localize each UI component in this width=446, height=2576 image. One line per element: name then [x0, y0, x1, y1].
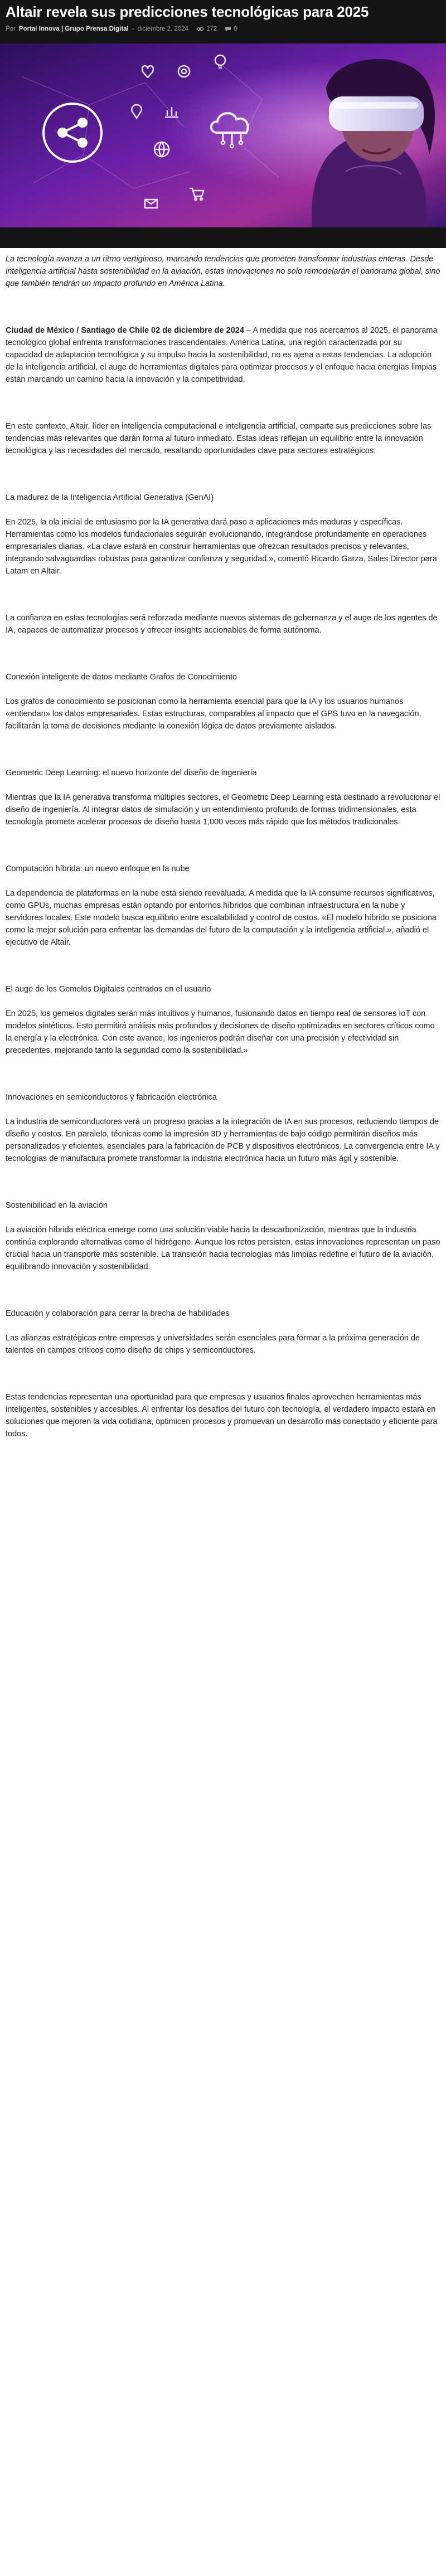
section-paragraph: La aviación híbrida eléctrica emerge como una solución viable hacia la descarbonización, mientras que la industria continúa explorando alternativas como el hidrógeno. Aunque los retos persisten, estas innovaciones representan un paso crucial hacia un transporte más sostenible. La transición hacia tecnologías más limpias redefine el futuro de la aviación, equilibrando innovación y sostenibilidad. — [6, 1226, 440, 1271]
section-heading: El auge de los Gemelos Digitales centrados en el usuario — [6, 985, 211, 994]
article-lead: La tecnología avanza a un ritmo vertiginoso, marcando tendencias que prometen transformar industrias enteras. Desde inteligencia artificial hasta sostenibilidad en la aviación, estas innovaciones no solo remodelarán el panorama global, sino que también tendrán un impacto profundo en América Latina. — [6, 255, 440, 288]
meta-by: Por — [6, 26, 16, 32]
intro-paragraph-1 — [6, 324, 440, 386]
section-paragraph: Los grafos de conocimiento se posicionan como la herramienta esencial para que la IA y los usuarios humanos «entiendan» los datos empresariales. Estas estructuras, comparables al impacto que el GPS tuvo en la navegación, facilitarán la toma de decisiones mediante la conexión lógica de datos previamente aislados. — [6, 697, 421, 731]
section-paragraph: Mientras que la IA generativa transforma múltiples sectores, el Geometric Deep Learning está destinado a revolucionar el diseño de ingeniería. Al integrar datos de simulación y un entendimiento profundo de formas tridimensionales, esta tecnología promete acelerar procesos de diseño hasta 1,000 veces más rápido que los métodos tradicionales. — [6, 793, 440, 827]
section-paragraph: En 2025, los gemelos digitales serán más intuitivos y humanos, fusionando datos en tiempo real de sensores IoT con modelos sintéticos. Esto permitirá análisis más profundos y decisiones de diseño optimizadas en sectores críticos como la energía y la electrónica. Con este avance, los ingenieros podrán diseñar con una precisión y efectividad sin precedentes, mejorando tanto la seguridad como la sostenibilidad.» — [6, 1009, 435, 1055]
article-header — [0, 0, 446, 248]
comment-icon — [225, 26, 231, 32]
section-heading: Innovaciones en semiconductores y fabricación electrónica — [6, 1093, 217, 1102]
section-paragraph: La confianza en estas tecnologías será reforzada mediante nuevos sistemas de gobernanza y el auge de los agentes de IA, capaces de automatizar procesos y ofrecer insights accionables de forma autónoma. — [6, 614, 438, 635]
article-title: Altair revela sus predicciones tecnológicas para 2025 — [6, 3, 369, 20]
section-paragraph: En 2025, la ola inicial de entusiasmo por la IA generativa dará paso a aplicaciones más maduras y específicas. Herramientas como los modelos fundacionales seguirán evolucionando, integrándose profundamente en operaciones empresariales diarias. «La clave estará en construir herramientas que ofrezcan resultados precisos y relevantes, integrando salvaguardias robustas para garantizar confianza y seguridad.», comentó Ricardo Garza, Sales Director para Latam en Altair. — [6, 518, 437, 576]
eye-icon — [196, 26, 204, 32]
section-paragraph: Las alianzas estratégicas entre empresas y universidades serán esenciales para formar a la próxima generación de talentos en campos críticos como diseño de chips y semiconductores. — [6, 1334, 420, 1355]
views-count: 172 — [206, 26, 217, 32]
article-meta — [6, 26, 237, 32]
views-stat — [196, 26, 217, 32]
publish-date: diciembre 2, 2024 — [137, 26, 189, 32]
closing-paragraph: Estas tendencias representan una oportunidad para que empresas y usuarios finales aprovechen herramientas más inteligentes, sostenibles y accesibles. Al enfrentar los desafíos del futuro con tecnología, el verdadero impacto estará en soluciones que mejoren la vida cotidiana, optimicen procesos y promuevan un desarrollo más conectado y eficiente para todos. — [6, 1393, 438, 1438]
section-heading: La madurez de la Inteligencia Artificial Generativa (GenAI) — [6, 493, 214, 502]
article-body — [0, 248, 446, 1440]
intro-paragraph-2: En este contexto, Altair, líder en inteligencia computacional e inteligencia artificial, comparte sus predicciones sobre las tendencias más relevantes que darán forma al futuro inmediato. Estas ideas reflejan un equilibrio entre la innovación tecnológica y las necesidades del mercado, resaltando oportunidades clave para sectores estratégicos. — [6, 422, 432, 455]
section-paragraph: La industria de semiconductores verá un progreso gracias a la integración de IA en sus procesos, reduciendo tiempos de diseño y costos. En paralelo, técnicas como la impresión 3D y herramientas de bajo código permitirán diseños más personalizados y eficientes, esenciales para la fabricación de PCB y dispositivos electrónicos. La convergencia entre IA y tecnologías de manufactura promete transformar la industria electrónica hacia un futuro más ágil y sostenible. — [6, 1117, 440, 1163]
dateline: Ciudad de México / Santiago de Chile 02 de diciembre de 2024 — [6, 326, 244, 335]
intro-text: – A medida que nos acercamos al 2025, el panorama tecnológico global enfrenta transformaciones trascendentales. América Latina, una región caracterizada por su capacidad de adaptación tecnológica y su impulso hacia la sostenibilidad, no es ajena a estas tendencias. La adopción de la inteligencia artificial, el auge de herramientas digitales para optimizar procesos y el enfoque hacia energías limpias están marcando un camino hacia la innovación y la competitividad. — [6, 326, 438, 384]
section-heading: Computación híbrida: un nuevo enfoque en la nube — [6, 864, 190, 873]
section-heading: Sostenibilidad en la aviación — [6, 1201, 108, 1210]
hero-image — [0, 43, 446, 227]
comments-count: 0 — [234, 26, 237, 32]
section-heading: Conexión inteligente de datos mediante Grafos de Conocimiento — [6, 673, 237, 682]
section-heading: Geometric Deep Learning: el nuevo horizonte del diseño de ingeniería — [6, 769, 257, 777]
section-paragraph: La dependencia de plataformas en la nube está siendo reevaluada. A medida que la IA consume recursos significativos, como GPUs, muchas empresas están optando por entornos híbridos que combinan infraestructura en la nube y servidores locales. Este modelo busca equilibrio entre escalabilidad y control de costos. «El modelo híbrido se posiciona como la mejor solución para enfrentar las demandas del futuro de la computación y la inteligencia artificial.», añadió el ejecutivo de Altair. — [6, 889, 437, 947]
meta-separator: - — [132, 26, 134, 32]
comments-stat[interactable] — [225, 26, 237, 32]
section-heading: Educación y colaboración para cerrar la brecha de habilidades — [6, 1309, 230, 1318]
author-link[interactable]: Portal Innova | Grupo Prensa Digital — [18, 26, 129, 32]
